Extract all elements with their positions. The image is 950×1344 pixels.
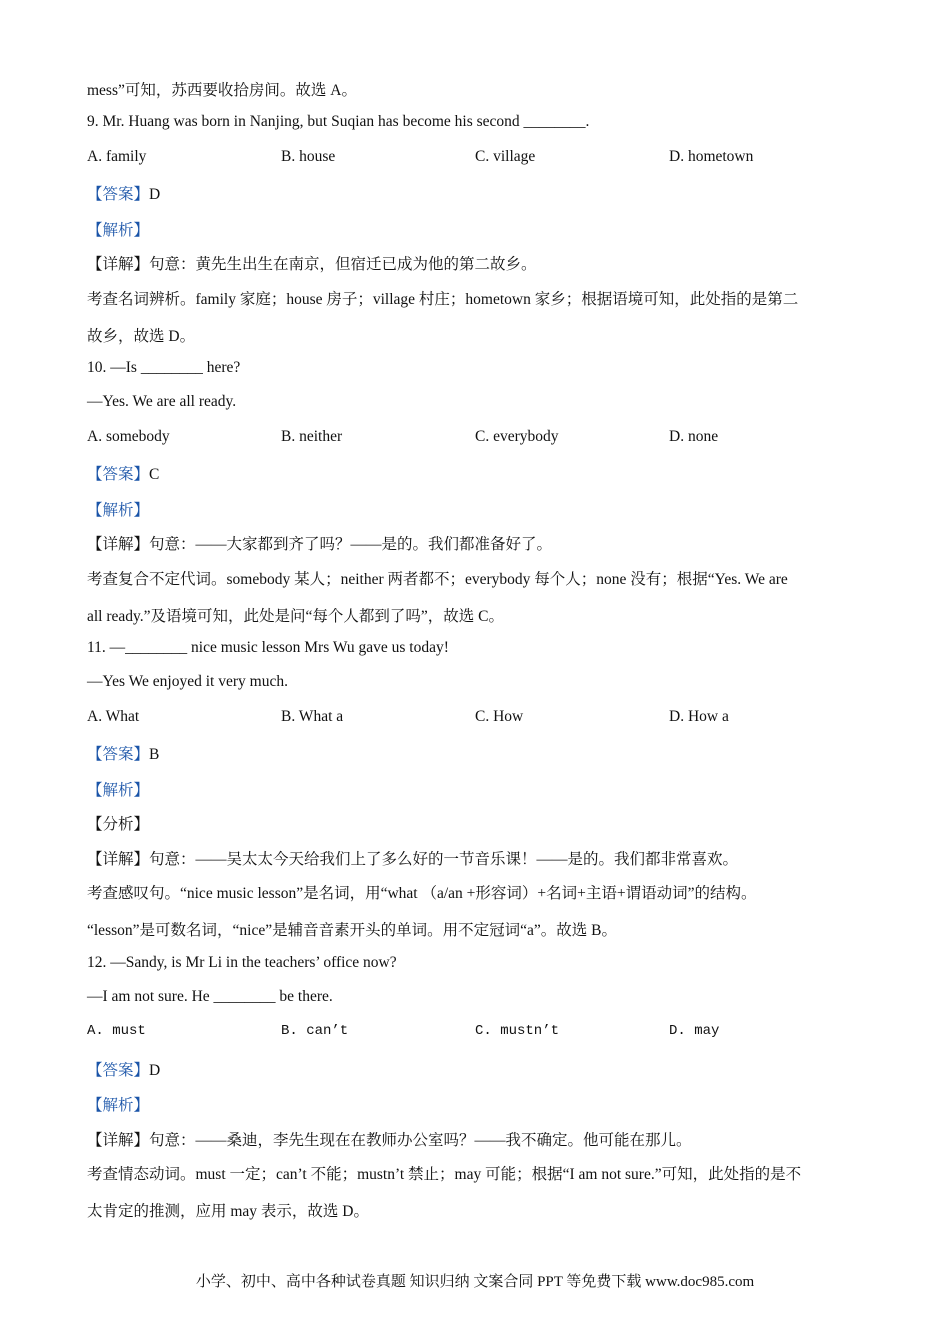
option-c: C. everybody — [475, 428, 559, 445]
detail-text: 句意：——桑迪，李先生现在在教师办公室吗？——我不确定。他可能在那儿。 — [149, 1132, 692, 1149]
option-d: D. How a — [669, 708, 729, 725]
answer-value: C — [149, 466, 160, 483]
detail-tag: 【详解】 — [87, 256, 150, 273]
detail-tag: 【详解】 — [87, 1132, 150, 1149]
answer-tag: 【答案】 — [87, 186, 150, 203]
analysis-tag: 【解析】 — [87, 502, 150, 519]
answer-q12 — [87, 1058, 160, 1080]
text-line: mess”可知，苏西要收拾房间。故选 A。 — [87, 82, 357, 99]
explanation-q9-2: 故乡，故选 D。 — [87, 328, 196, 345]
detail-q12 — [87, 1128, 692, 1150]
option-d: D. none — [669, 428, 719, 445]
question-10-reply: —Yes. We are all ready. — [87, 393, 237, 410]
question-12: 12. —Sandy, is Mr Li in the teachers’ office now? — [87, 954, 397, 971]
option-d: D. hometown — [669, 148, 754, 165]
explanation-q12-2: 太肯定的推测，应用 may 表示，故选 D。 — [87, 1203, 370, 1220]
analysis-q12 — [87, 1093, 149, 1115]
analysis-q9 — [87, 218, 149, 240]
question-12-reply: —I am not sure. He ________ be there. — [87, 988, 333, 1005]
option-b: B. neither — [281, 428, 343, 445]
detail-text: 句意：黄先生出生在南京，但宿迁已成为他的第二故乡。 — [149, 256, 537, 273]
page-footer: 小学、初中、高中各种试卷真题 知识归纳 文案合同 PPT 等免费下载 www.doc985.com — [195, 1274, 755, 1290]
option-a: A. somebody — [87, 428, 170, 445]
detail-q10 — [87, 532, 552, 554]
answer-value: D — [149, 186, 161, 203]
answer-value: D — [149, 1062, 161, 1079]
explanation-q11-2: “lesson”是可数名词，“nice”是辅音音素开头的单词。用不定冠词“a”。故选 B。 — [87, 922, 617, 939]
detail-q11 — [87, 847, 738, 869]
explanation-q11-1: 考查感叹句。“nice music lesson”是名词，用“what （a/an +形容词）+名词+主语+谓语动词”的结构。 — [87, 885, 757, 902]
analysis-tag: 【解析】 — [87, 782, 150, 799]
fenxi-tag: 【分析】 — [87, 816, 150, 833]
option-b: B. house — [281, 148, 336, 165]
option-a: A. family — [87, 148, 147, 165]
explanation-q10-2: all ready.”及语境可知，此处是问“每个人都到了吗”，故选 C。 — [87, 608, 505, 625]
answer-q10 — [87, 462, 159, 484]
option-c: C. village — [475, 148, 536, 165]
detail-tag: 【详解】 — [87, 851, 150, 868]
explanation-q9-1: 考查名词辨析。family 家庭；house 房子；village 村庄；hometown 家乡；根据语境可知，此处指的是第二 — [87, 291, 799, 308]
question-10: 10. —Is ________ here? — [87, 359, 241, 376]
question-9: 9. Mr. Huang was born in Nanjing, but Suqian has become his second ________. — [87, 113, 590, 130]
fenxi-q11 — [87, 812, 149, 834]
answer-q11 — [87, 742, 159, 764]
explanation-q10-1: 考查复合不定代词。somebody 某人；neither 两者都不；everybody 每个人；none 没有；根据“Yes. We are — [87, 571, 788, 588]
question-11: 11. —________ nice music lesson Mrs Wu gave us today! — [87, 639, 449, 656]
explanation-q12-1: 考查情态动词。must 一定；can’t 不能；mustn’t 禁止；may 可能；根据“I am not sure.”可知，此处指的是不 — [87, 1166, 802, 1183]
option-a: A. What — [87, 708, 140, 725]
option-b: B. can’t — [281, 1023, 349, 1039]
detail-tag: 【详解】 — [87, 536, 150, 553]
analysis-q10 — [87, 498, 149, 520]
answer-tag: 【答案】 — [87, 746, 150, 763]
detail-text: 句意：——大家都到齐了吗？——是的。我们都准备好了。 — [149, 536, 553, 553]
answer-value: B — [149, 746, 160, 763]
answer-q9 — [87, 182, 160, 204]
detail-text: 句意：——吴太太今天给我们上了多么好的一节音乐课！——是的。我们都非常喜欢。 — [149, 851, 739, 868]
analysis-tag: 【解析】 — [87, 222, 150, 239]
analysis-q11 — [87, 778, 149, 800]
answer-tag: 【答案】 — [87, 1062, 150, 1079]
question-11-reply: —Yes We enjoyed it very much. — [87, 673, 288, 690]
option-d: D. may — [669, 1023, 720, 1039]
option-c: C. How — [475, 708, 524, 725]
answer-tag: 【答案】 — [87, 466, 150, 483]
option-a: A. must — [87, 1023, 146, 1039]
detail-q9 — [87, 252, 537, 274]
option-c: C. mustn’t — [475, 1023, 560, 1039]
option-b: B. What a — [281, 708, 344, 725]
analysis-tag: 【解析】 — [87, 1097, 150, 1114]
